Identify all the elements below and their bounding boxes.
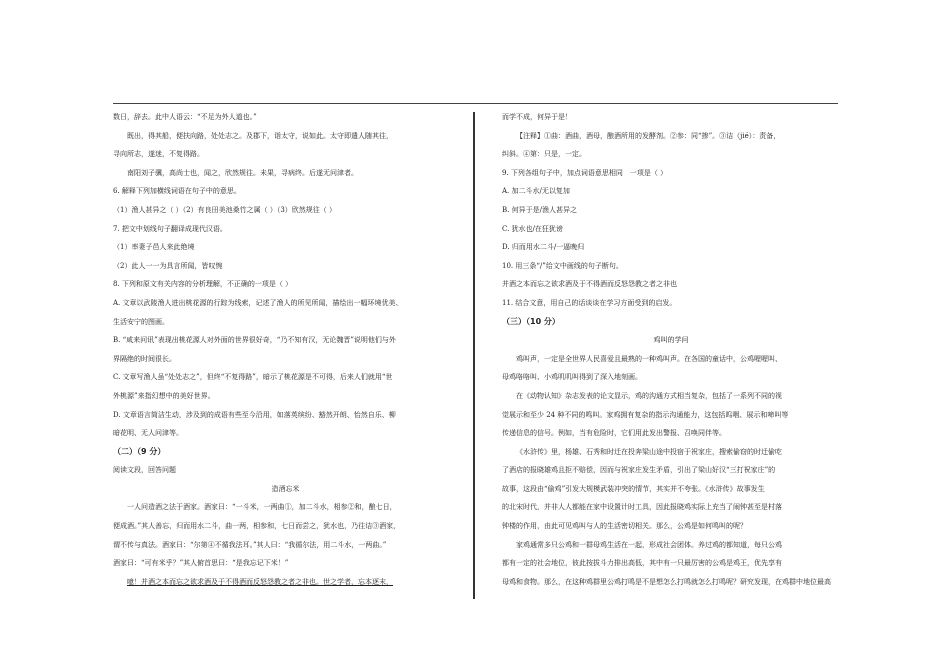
text-line: A. 加二斗水/无以复加	[502, 187, 570, 196]
text-line: 南阳刘子骥，高尚士也，闻之，欣然规往。未果，寻病终。后遂无问津者。	[127, 168, 358, 177]
text-line: 10. 用三条“/”给文中画线的句子断句。	[502, 261, 623, 270]
text-line: 数日，辞去。此中人语云：“不足为外人道也。”	[113, 113, 257, 121]
left-column	[113, 112, 458, 595]
text-line: 阅读文段，回答问题	[113, 466, 176, 475]
text-line: 了酒店的报晓雄鸡且拒不赔偿，因而与祝家庄发生矛盾，引出了梁山好汉“三打祝家庄”的	[502, 466, 776, 475]
text-line: 母鸡咯咯叫、小鸡叽叽叫得到了深入地刻画。	[502, 373, 642, 382]
text-line: （2）此人一一为具言所闻，皆叹惋	[113, 261, 223, 270]
text-line: 鸡叫声，一定是全世界人民喜爱且最熟的一种鸡叫声。在各国的童话中，公鸡喔喔叫、	[516, 354, 782, 363]
text-line: 【注释】①曲：酒曲，酒母，酿酒所用的发酵剂。②参：同“掺”。③诘（jié）：责备，	[516, 131, 781, 140]
text-line: 而学不成，何异于是！	[502, 113, 572, 121]
text-line: 暗花明、无人问津等。	[113, 429, 183, 438]
text-line: 噫！并酒之本而忘之欲求酒及于不得酒而反怒怨教之者之非也。世之学者，忘本逐末，	[127, 577, 393, 586]
text-line: 在《动物认知》杂志发表的论文显示，鸡的沟通方式相当复杂，包括了一系列不同的视	[516, 391, 782, 400]
text-line: 8. 下列和原文有关内容的分析理解，不正确的一项是（ ）	[113, 280, 293, 289]
text-line: 既出，得其船，便扶向路，处处志之。及郡下，诣太守，说如此。太守即遣人随其往，	[127, 131, 393, 140]
text-line: 传递信息的信号。例如，当有危险时，它们用此发出警报、召唤同伴等。	[502, 429, 726, 438]
section-heading: （三）（10 分）	[502, 316, 560, 326]
text-line: 外桃源”来指幻想中的美好世界。	[113, 391, 215, 400]
column-divider	[473, 112, 475, 599]
text-line: 酒家曰：“可有米乎？”其人俯首思曰：“是我忘记下米！”	[113, 559, 289, 568]
text-line: 生活安宁的图画。	[113, 317, 169, 326]
text-line: 家鸡通常多只公鸡和一群母鸡生活在一起，形成社会团体。养过鸡的都知道，每只公鸡	[516, 540, 782, 549]
text-line: A. 文章以武陵渔人进出桃花源的行踪为线索，记述了渔人的所见所闻，描绘出一幅环境优美、	[113, 298, 403, 307]
passage-title: 造酒忘米	[271, 484, 300, 493]
text-line: 7. 把文中划线句子翻译成现代汉语。	[113, 224, 227, 233]
text-line: B. “咸来问讯”表现出桃花源人对外面的世界很好奇，“乃不知有汉，无论魏晋”说明他们与外	[113, 336, 396, 345]
text-line: D. 文章语言简洁生动，涉及到的成语有些至今沿用，如落英缤纷、豁然开朗、怡然自乐、柳	[113, 410, 396, 419]
text-line: 母鸡和食物。那么，在这种鸡群里公鸡打鸣是不是想怎么打鸣就怎么打鸣呢？研究发现，在鸡群中地位最高	[502, 577, 831, 586]
text-line: 9. 下列各组句子中，加点词语意思相同 一项是（ ）	[502, 168, 668, 177]
header-rule	[113, 103, 838, 104]
text-line: 《水浒传》里，杨雄、石秀和时迁在投奔梁山途中投宿于祝家庄，搜索偷窃的时迁偷吃	[516, 447, 782, 456]
text-line: D. 归而用水二斗/一逼晚归	[502, 243, 585, 252]
right-column	[502, 112, 840, 595]
text-line: 钟楼的作用，由此可见鸡叫与人的生活密切相关。那么，公鸡是如何鸣叫的呢？	[502, 522, 747, 531]
text-line: 的北宋时代，并非人人都能在家中设置计时工具，因此报晓鸡实际上充当了闹钟甚至是村落	[502, 503, 782, 512]
text-line: （1）渔人甚异之（ ）（2）有良田美池桑竹之属（ ）（3）欣然规往（ ）	[113, 205, 337, 214]
text-line: 寻向所志，遂迷，不复得路。	[113, 150, 204, 159]
text-line: 并酒之本而忘之欲求酒及于不得酒而反怒怨教之者之非也	[502, 280, 677, 289]
text-line: 谓不传与真法。酒家曰：“尔第④不循我法耳。”其人曰：“我循尔法，用二斗水，一两曲。”	[113, 540, 387, 549]
text-line: 故事，这段由“偷鸡”引发大规模武装冲突的情节，其实并不夸张。《水浒传》故事发生	[502, 484, 765, 493]
text-line: 便成酒。”其人善忘，归而用水二斗，曲一两，相参和，七日而尝之，犹水也，乃往诘③酒家，	[113, 522, 401, 531]
text-line: 6. 解释下列加横线词语在句子中的意思。	[113, 187, 241, 196]
text-line: （1）率妻子邑人来此绝境	[113, 243, 195, 252]
section-heading: （二）（9 分）	[113, 446, 166, 456]
text-line: 觉展示和至少 24 种不同的鸣叫。家鸡拥有复杂的指示沟通能力，这包括呜咽、展示和啼叫等	[502, 410, 789, 419]
text-line: 11. 结合文意，用自己的话谈谈在学习方面受到的启发。	[502, 298, 677, 307]
text-line: B. 何异于是/渔人甚异之	[502, 205, 577, 214]
text-line: 界隔绝的时间很长。	[113, 354, 176, 363]
passage-title: 鸡叫的学问	[653, 336, 689, 345]
text-line: C. 犹水也/在狂犹谤	[502, 224, 563, 233]
text-line: 一人问造酒之法于酒家。酒家曰：“一斗米，一两曲①，加二斗水，相参②和，酿七日，	[127, 503, 397, 512]
text-line: 纠斜。④第：只是，一定。	[502, 150, 586, 159]
text-line: 都有一定的社会地位，彼此按拔斗力排出高低，其中有一只最厉害的公鸡是鸡王，优先享有	[502, 559, 782, 568]
text-line: C. 文章写渔人虽“处处志之”，但终“不复得路”，暗示了桃花源是不可得，后来人们就用“世	[113, 373, 393, 382]
